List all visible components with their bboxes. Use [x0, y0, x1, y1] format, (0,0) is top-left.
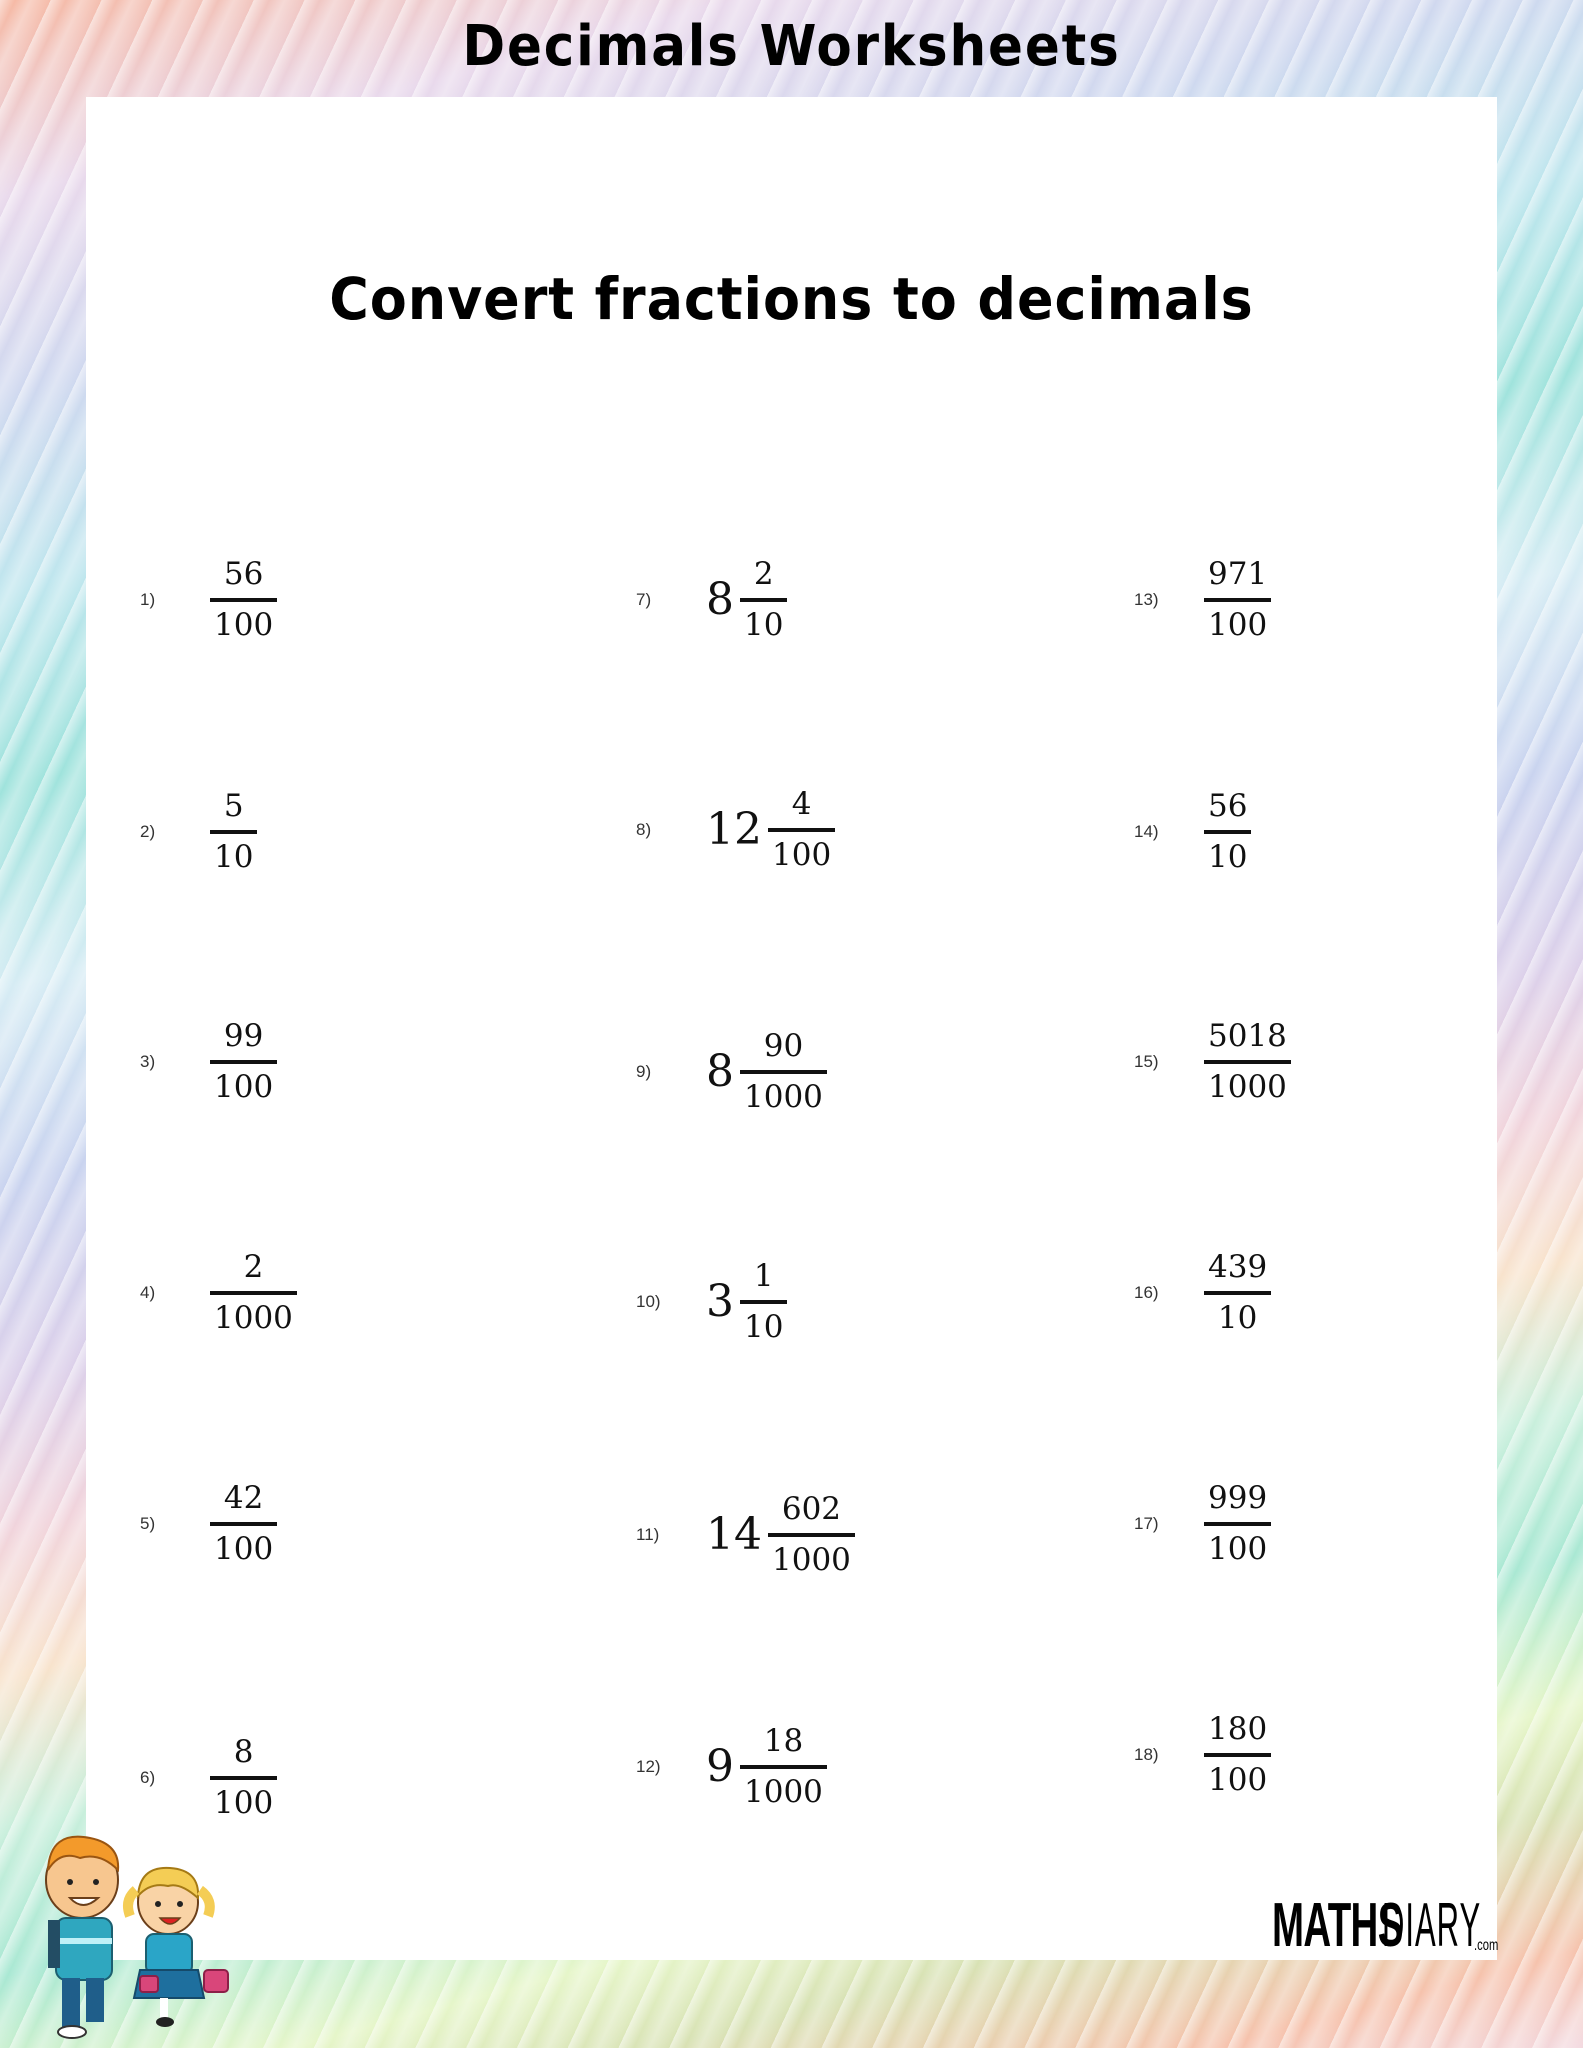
- fraction: [210, 1248, 297, 1338]
- fraction: [210, 1479, 277, 1569]
- denominator: 100: [214, 1068, 274, 1105]
- problem-number: 1): [140, 589, 156, 609]
- numerator: 2: [753, 556, 774, 592]
- problem-13: [1134, 555, 1271, 645]
- numerator: 56: [223, 556, 264, 592]
- fraction-bar: [768, 828, 835, 832]
- problem-number: 2): [140, 821, 156, 841]
- problem-16: [1134, 1248, 1271, 1338]
- fraction: [210, 787, 257, 877]
- fraction: [768, 1490, 855, 1580]
- whole-number: 8: [706, 1046, 734, 1098]
- fraction: [1204, 787, 1251, 877]
- problem-6: [140, 1733, 277, 1823]
- mathsdiary-logo: [1272, 1891, 1509, 1960]
- denominator: 100: [1208, 1761, 1268, 1798]
- problem-number: 12): [636, 1756, 661, 1776]
- whole-number: 14: [706, 1509, 762, 1561]
- problem-number: 7): [636, 589, 652, 609]
- denominator: 10: [214, 838, 254, 875]
- fraction: [210, 1017, 277, 1107]
- logo-suffix: .com: [1474, 1937, 1499, 1954]
- problem-number: 16): [1134, 1282, 1159, 1302]
- problem-15: [1134, 1017, 1291, 1107]
- fraction-bar: [210, 830, 257, 834]
- fraction-bar: [768, 1533, 855, 1537]
- problem-number: 18): [1134, 1744, 1159, 1764]
- denominator: 1000: [214, 1299, 293, 1336]
- problem-12: [636, 1722, 827, 1812]
- numerator: 439: [1208, 1249, 1268, 1285]
- problem-number: 5): [140, 1513, 156, 1533]
- denominator: 10: [744, 1308, 784, 1345]
- problem-17: [1134, 1479, 1271, 1569]
- denominator: 10: [1217, 1299, 1258, 1336]
- fraction: [740, 555, 787, 645]
- denominator: 100: [1208, 606, 1268, 643]
- worksheet-instruction: Convert fractions to decimals: [329, 265, 1254, 333]
- problem-number: 9): [636, 1061, 652, 1081]
- fraction: [1204, 1017, 1291, 1107]
- fraction-bar: [210, 1776, 277, 1780]
- fraction-bar: [210, 598, 277, 602]
- page-title: Decimals Worksheets: [462, 14, 1121, 79]
- fraction-bar: [740, 1070, 827, 1074]
- denominator: 100: [1208, 1530, 1268, 1567]
- fraction-bar: [740, 1300, 787, 1304]
- fraction-bar: [1204, 1522, 1271, 1526]
- numerator: 2: [243, 1249, 264, 1285]
- problem-18: [1134, 1710, 1271, 1800]
- fraction: [210, 555, 277, 645]
- problem-number: 14): [1134, 821, 1159, 841]
- denominator: 100: [214, 606, 274, 643]
- problem-4: [140, 1248, 297, 1338]
- problem-3: [140, 1017, 277, 1107]
- fraction: [1204, 1248, 1271, 1338]
- denominator: 1000: [772, 1541, 851, 1578]
- problem-number: 13): [1134, 589, 1159, 609]
- denominator: 100: [214, 1530, 274, 1567]
- problem-number: 3): [140, 1051, 156, 1071]
- whole-number: 3: [706, 1276, 734, 1328]
- fraction: [740, 1027, 827, 1117]
- problem-8: [636, 785, 835, 875]
- numerator: 4: [791, 786, 812, 822]
- problem-1: [140, 555, 277, 645]
- numerator: 56: [1208, 788, 1248, 824]
- denominator: 100: [214, 1784, 274, 1821]
- fraction-bar: [210, 1522, 277, 1526]
- problem-number: 4): [140, 1282, 156, 1302]
- fraction: [768, 785, 835, 875]
- fraction-bar: [1204, 1291, 1271, 1295]
- fraction: [210, 1733, 277, 1823]
- whole-number: 9: [706, 1741, 734, 1793]
- numerator: 971: [1208, 556, 1268, 592]
- problem-7: [636, 555, 787, 645]
- problem-number: 8): [636, 819, 652, 839]
- problem-5: [140, 1479, 277, 1569]
- numerator: 999: [1208, 1480, 1268, 1516]
- whole-number: 8: [706, 574, 734, 626]
- problem-9: [636, 1027, 827, 1117]
- fraction-bar: [1204, 1753, 1271, 1757]
- fraction-bar: [1204, 598, 1271, 602]
- fraction-bar: [740, 598, 787, 602]
- numerator: 5: [223, 788, 244, 824]
- denominator: 10: [744, 606, 784, 643]
- denominator: 1000: [744, 1773, 823, 1810]
- problem-number: 15): [1134, 1051, 1159, 1071]
- problem-number: 17): [1134, 1513, 1159, 1533]
- numerator: 42: [223, 1480, 264, 1516]
- numerator: 180: [1208, 1711, 1268, 1747]
- numerator: 602: [781, 1491, 842, 1527]
- problem-10: [636, 1257, 787, 1347]
- fraction: [740, 1257, 787, 1347]
- problem-number: 6): [140, 1767, 156, 1787]
- fraction-bar: [1204, 830, 1251, 834]
- numerator: 5018: [1208, 1018, 1287, 1054]
- denominator: 1000: [1208, 1068, 1287, 1105]
- problem-2: [140, 787, 257, 877]
- numerator: 18: [763, 1723, 804, 1759]
- fraction: [1204, 555, 1271, 645]
- logo-diary: DIARY: [1382, 1891, 1482, 1960]
- denominator: 10: [1208, 838, 1248, 875]
- whole-number: 12: [706, 804, 762, 856]
- problem-14: [1134, 787, 1251, 877]
- fraction: [1204, 1710, 1271, 1800]
- logo-maths: MATHS: [1272, 1891, 1403, 1960]
- fraction: [1204, 1479, 1271, 1569]
- numerator: 90: [763, 1028, 804, 1064]
- numerator: 99: [223, 1018, 264, 1054]
- problem-number: 11): [636, 1524, 660, 1544]
- kids-illustration-icon: [20, 1820, 230, 2040]
- fraction-bar: [210, 1060, 277, 1064]
- fraction-bar: [740, 1765, 827, 1769]
- problem-number: 10): [636, 1291, 661, 1311]
- fraction: [740, 1722, 827, 1812]
- numerator: 1: [753, 1258, 774, 1294]
- numerator: 8: [233, 1734, 254, 1770]
- denominator: 100: [772, 836, 832, 873]
- fraction-bar: [210, 1291, 297, 1295]
- fraction-bar: [1204, 1060, 1291, 1064]
- denominator: 1000: [744, 1078, 823, 1115]
- problem-11: [636, 1490, 855, 1580]
